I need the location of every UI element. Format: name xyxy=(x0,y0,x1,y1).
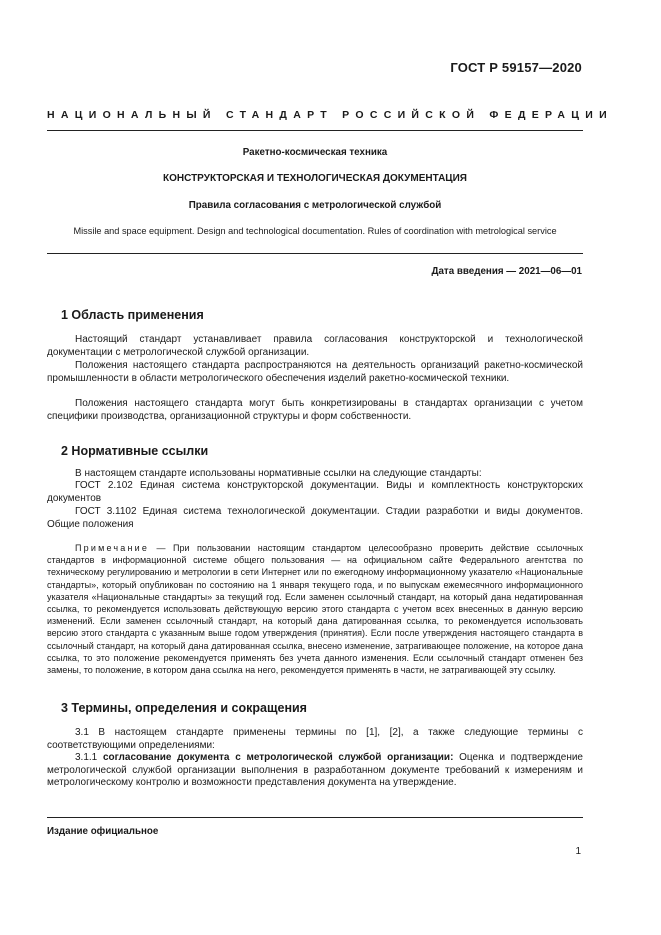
note-text: — При пользовании настоящим стандартом целесообразно проверить действие ссылочных стандартов в информационной системе общего пользования — на официальном сайте Федерального агентства по техническому регулированию и метрологии в сети Интернет или по ежегодному информационному указателю «Национальные стандарты», который опубликован по состоянию на 1 января текущего года, и по выпускам ежемесячного информационного указателя «Национальные стандарты» за текущий год. Если заменен ссылочный стандарт, на который дана недатированная ссылка, то рекомендуется использовать действующую версию этого стандарта с учетом всех внесенных в данную версию изменений. Если заменен ссылочный стандарт, на который дана датированная ссылка, то рекомендуется использовать версию этого стандарта с указанным выше годом утверждения (принятия). Если после утверждения настоящего стандарта в ссылочный стандарт, на который дана датированная ссылка, внесено изменение, затрагивающее положение, на которое дана ссылка, то это положение рекомендуется применять без учета данного изменения. Если ссылочный стандарт отменен без замены, то положение, в котором дана ссылка на него, рекомендуется применять в части, не затрагивающей эту ссылку. xyxy=(47,543,583,676)
section-2-paragraph-1: В настоящем стандарте использованы нормативные ссылки на следующие стандарты: xyxy=(75,468,482,479)
section-1-paragraph-1: Настоящий стандарт устанавливает правила согласования конструкторской и технологической документации с метрологической службой организации. xyxy=(47,334,583,358)
section-1-paragraph-2: Положения настоящего стандарта распространяются на деятельность организаций ракетно-космической промышленности в области метрологического обеспечения изделий ракетно-космической техники. xyxy=(47,360,583,384)
term-definition: Оценка и подтверждение метрологической службой организации выполнения в разработанном документе требований к измерениям и метрологическому контролю и возможности представления документа на утверждение. xyxy=(47,752,583,789)
references-note xyxy=(47,542,583,676)
note-label: Примечание xyxy=(75,543,150,553)
page-number: 1 xyxy=(575,846,581,857)
term-number: 3.1.1 xyxy=(75,752,103,763)
header-rule xyxy=(47,130,583,131)
standard-code: ГОСТ Р 59157—2020 xyxy=(450,60,582,75)
title-category: Ракетно-космическая техника xyxy=(242,147,388,158)
section-3-heading: 3 Термины, определения и сокращения xyxy=(61,701,307,715)
official-edition-label: Издание официальное xyxy=(47,826,159,837)
title-english: Missile and space equipment. Design and technological documentation. Rules of coordination with metrological service xyxy=(73,226,557,236)
introduction-date: Дата введения — 2021—06—01 xyxy=(431,266,582,277)
footer-rule xyxy=(47,817,583,818)
title-main: КОНСТРУКТОРСКАЯ И ТЕХНОЛОГИЧЕСКАЯ ДОКУМЕНТАЦИЯ xyxy=(163,173,467,184)
title-rule xyxy=(47,253,583,254)
section-1-paragraph-3: Положения настоящего стандарта могут быть конкретизированы в стандартах организации с учетом специфики производства, организационной структуры и форм собственности. xyxy=(47,398,583,422)
section-3-paragraph-1: 3.1 В настоящем стандарте применены термины по [1], [2], а также следующие термины с соответствующими определениями: xyxy=(47,727,583,751)
reference-gost-3-1102: ГОСТ 3.1102 Единая система технологической документации. Стадии разработки и виды документов. Общие положения xyxy=(47,506,583,530)
term-definition-3-1-1 xyxy=(47,752,583,790)
title-subtitle: Правила согласования с метрологической службой xyxy=(188,200,442,211)
section-2-heading: 2 Нормативные ссылки xyxy=(61,444,209,458)
reference-gost-2-102: ГОСТ 2.102 Единая система конструкторской документации. Виды и комплектность конструкторских документов xyxy=(47,480,583,504)
national-standard-banner: НАЦИОНАЛЬНЫЙ СТАНДАРТ РОССИЙСКОЙ ФЕДЕРАЦИИ xyxy=(47,109,613,121)
term-name: согласование документа с метрологической службой организации: xyxy=(102,752,454,763)
section-1-heading: 1 Область применения xyxy=(61,308,204,322)
